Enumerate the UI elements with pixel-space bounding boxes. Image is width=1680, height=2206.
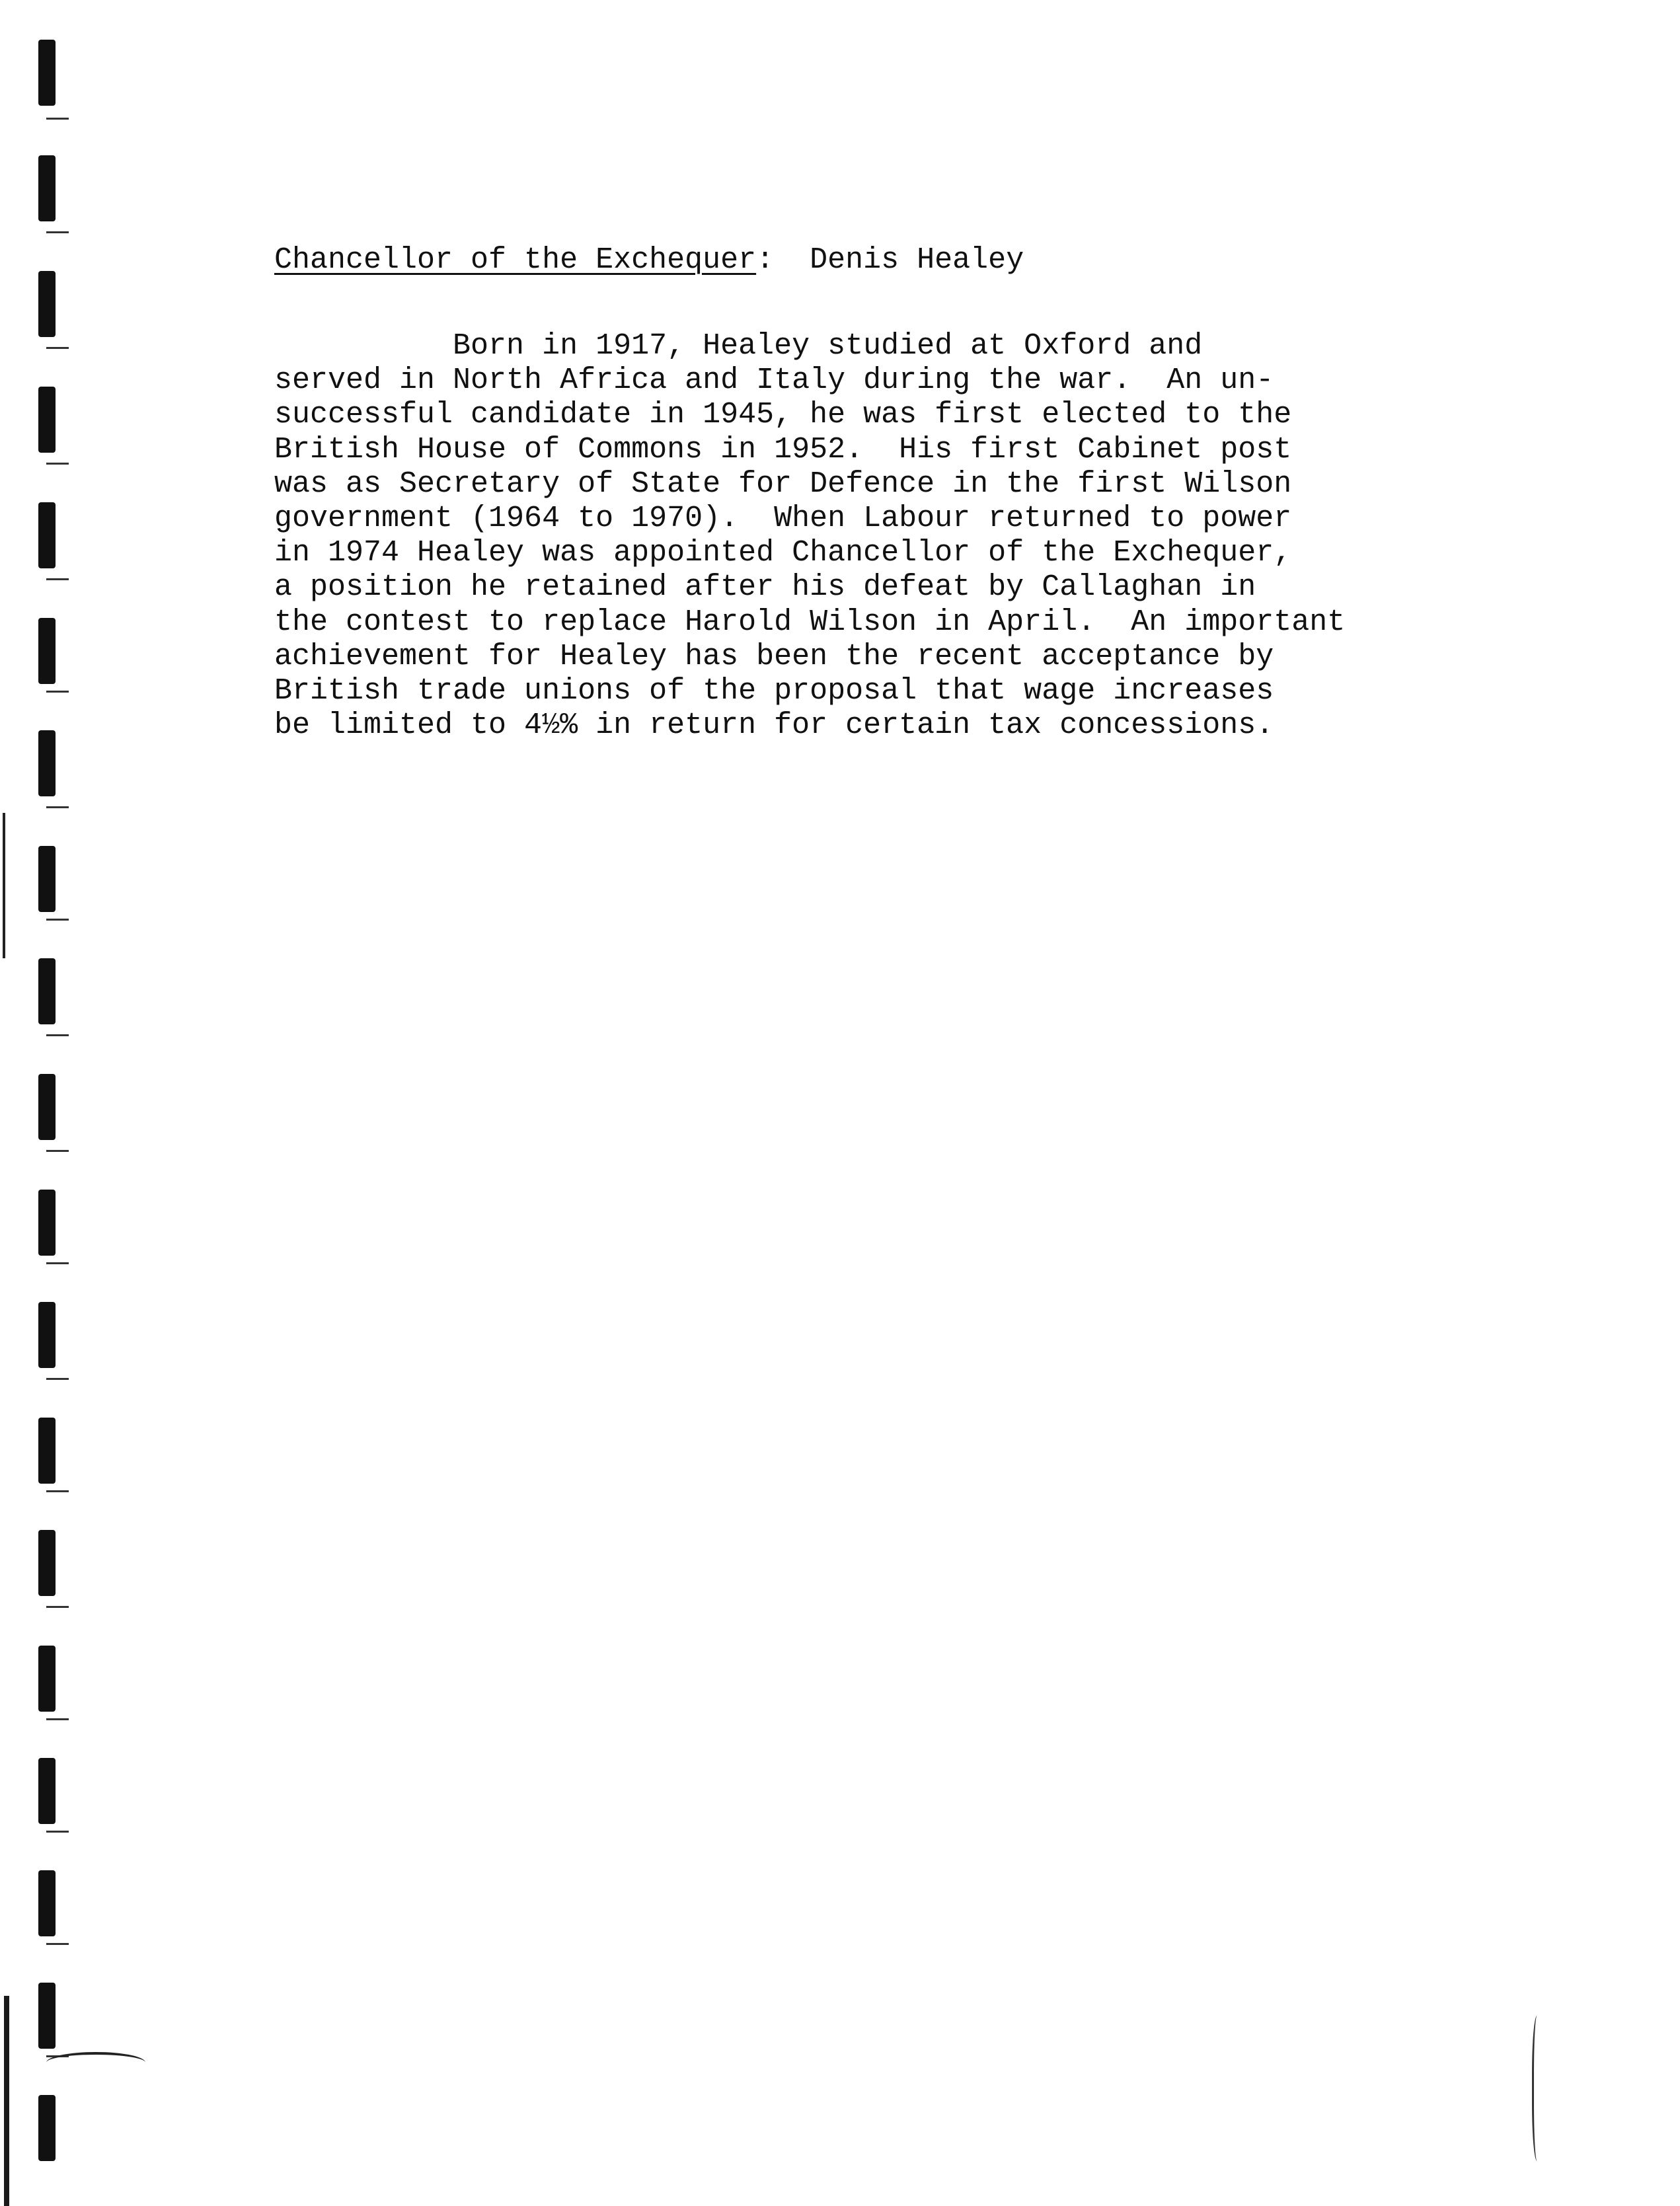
binding-tick xyxy=(46,1150,69,1152)
binding-hole-mark xyxy=(38,1646,56,1712)
paragraph-line: served in North Africa and Italy during the war. An un- xyxy=(274,363,1274,398)
paragraph-line: the contest to replace Harold Wilson in April. An important xyxy=(274,605,1346,639)
binding-tick xyxy=(46,463,69,465)
margin-bracket-mark xyxy=(1532,2016,1545,2161)
paper-curl-mark xyxy=(46,2052,145,2073)
paragraph-line: successful candidate in 1945, he was first elected to the xyxy=(274,398,1292,432)
paragraph-line: British House of Commons in 1952. His first Cabinet post xyxy=(274,432,1292,467)
paragraph-line: Born in 1917, Healey studied at Oxford and xyxy=(274,329,1203,363)
binding-hole-mark xyxy=(38,271,56,337)
binding-hole-mark xyxy=(38,1190,56,1256)
binding-hole-mark xyxy=(38,1870,56,1936)
binding-strip xyxy=(26,40,66,2194)
paragraph-line: be limited to 4½% in return for certain tax concessions. xyxy=(274,708,1274,743)
binding-tick xyxy=(46,806,69,808)
paragraph-line: a position he retained after his defeat by Callaghan in xyxy=(274,570,1256,605)
binding-hole-mark xyxy=(38,618,56,684)
paragraph-line: was as Secretary of State for Defence in the first Wilson xyxy=(274,467,1292,501)
binding-hole-mark xyxy=(38,1418,56,1484)
binding-tick xyxy=(46,1490,69,1492)
binding-tick xyxy=(46,1378,69,1380)
binding-tick xyxy=(46,1606,69,1608)
binding-tick xyxy=(46,1034,69,1036)
binding-tick xyxy=(46,347,69,349)
heading-separator: : xyxy=(756,243,810,277)
paragraph-line: achievement for Healey has been the recent acceptance by xyxy=(274,639,1274,673)
paragraph-line: British trade unions of the proposal that wage increases xyxy=(274,674,1274,708)
binding-tick xyxy=(46,1718,69,1720)
binding-hole-mark xyxy=(38,387,56,453)
binding-hole-mark xyxy=(38,502,56,568)
heading-title: Chancellor of the Exchequer xyxy=(274,243,757,277)
binding-tick xyxy=(46,231,69,233)
page-edge-shadow xyxy=(4,1996,9,2206)
binding-hole-mark xyxy=(38,1530,56,1596)
binding-hole-mark xyxy=(38,1758,56,1824)
paragraph-line: in 1974 Healey was appointed Chancellor of the Exchequer, xyxy=(274,536,1292,570)
binding-hole-mark xyxy=(38,40,56,106)
binding-hole-mark xyxy=(38,846,56,912)
binding-hole-mark xyxy=(38,1074,56,1140)
binding-tick xyxy=(46,1262,69,1264)
binding-hole-mark xyxy=(38,1302,56,1368)
heading-name: Denis Healey xyxy=(810,243,1024,277)
binding-hole-mark xyxy=(38,1983,56,2049)
binding-tick xyxy=(46,1831,69,1833)
binding-hole-mark xyxy=(38,958,56,1024)
paragraph-line: government (1964 to 1970). When Labour returned to power xyxy=(274,502,1292,536)
binding-hole-mark xyxy=(38,2095,56,2161)
binding-tick xyxy=(46,691,69,693)
binding-hole-mark xyxy=(38,155,56,221)
binding-tick xyxy=(46,1943,69,1945)
binding-tick xyxy=(46,919,69,921)
page-edge-shadow xyxy=(3,813,5,958)
binding-hole-mark xyxy=(38,730,56,796)
section-heading xyxy=(274,243,1024,278)
biography-paragraph xyxy=(274,329,1464,743)
binding-tick xyxy=(46,118,69,120)
binding-tick xyxy=(46,578,69,580)
